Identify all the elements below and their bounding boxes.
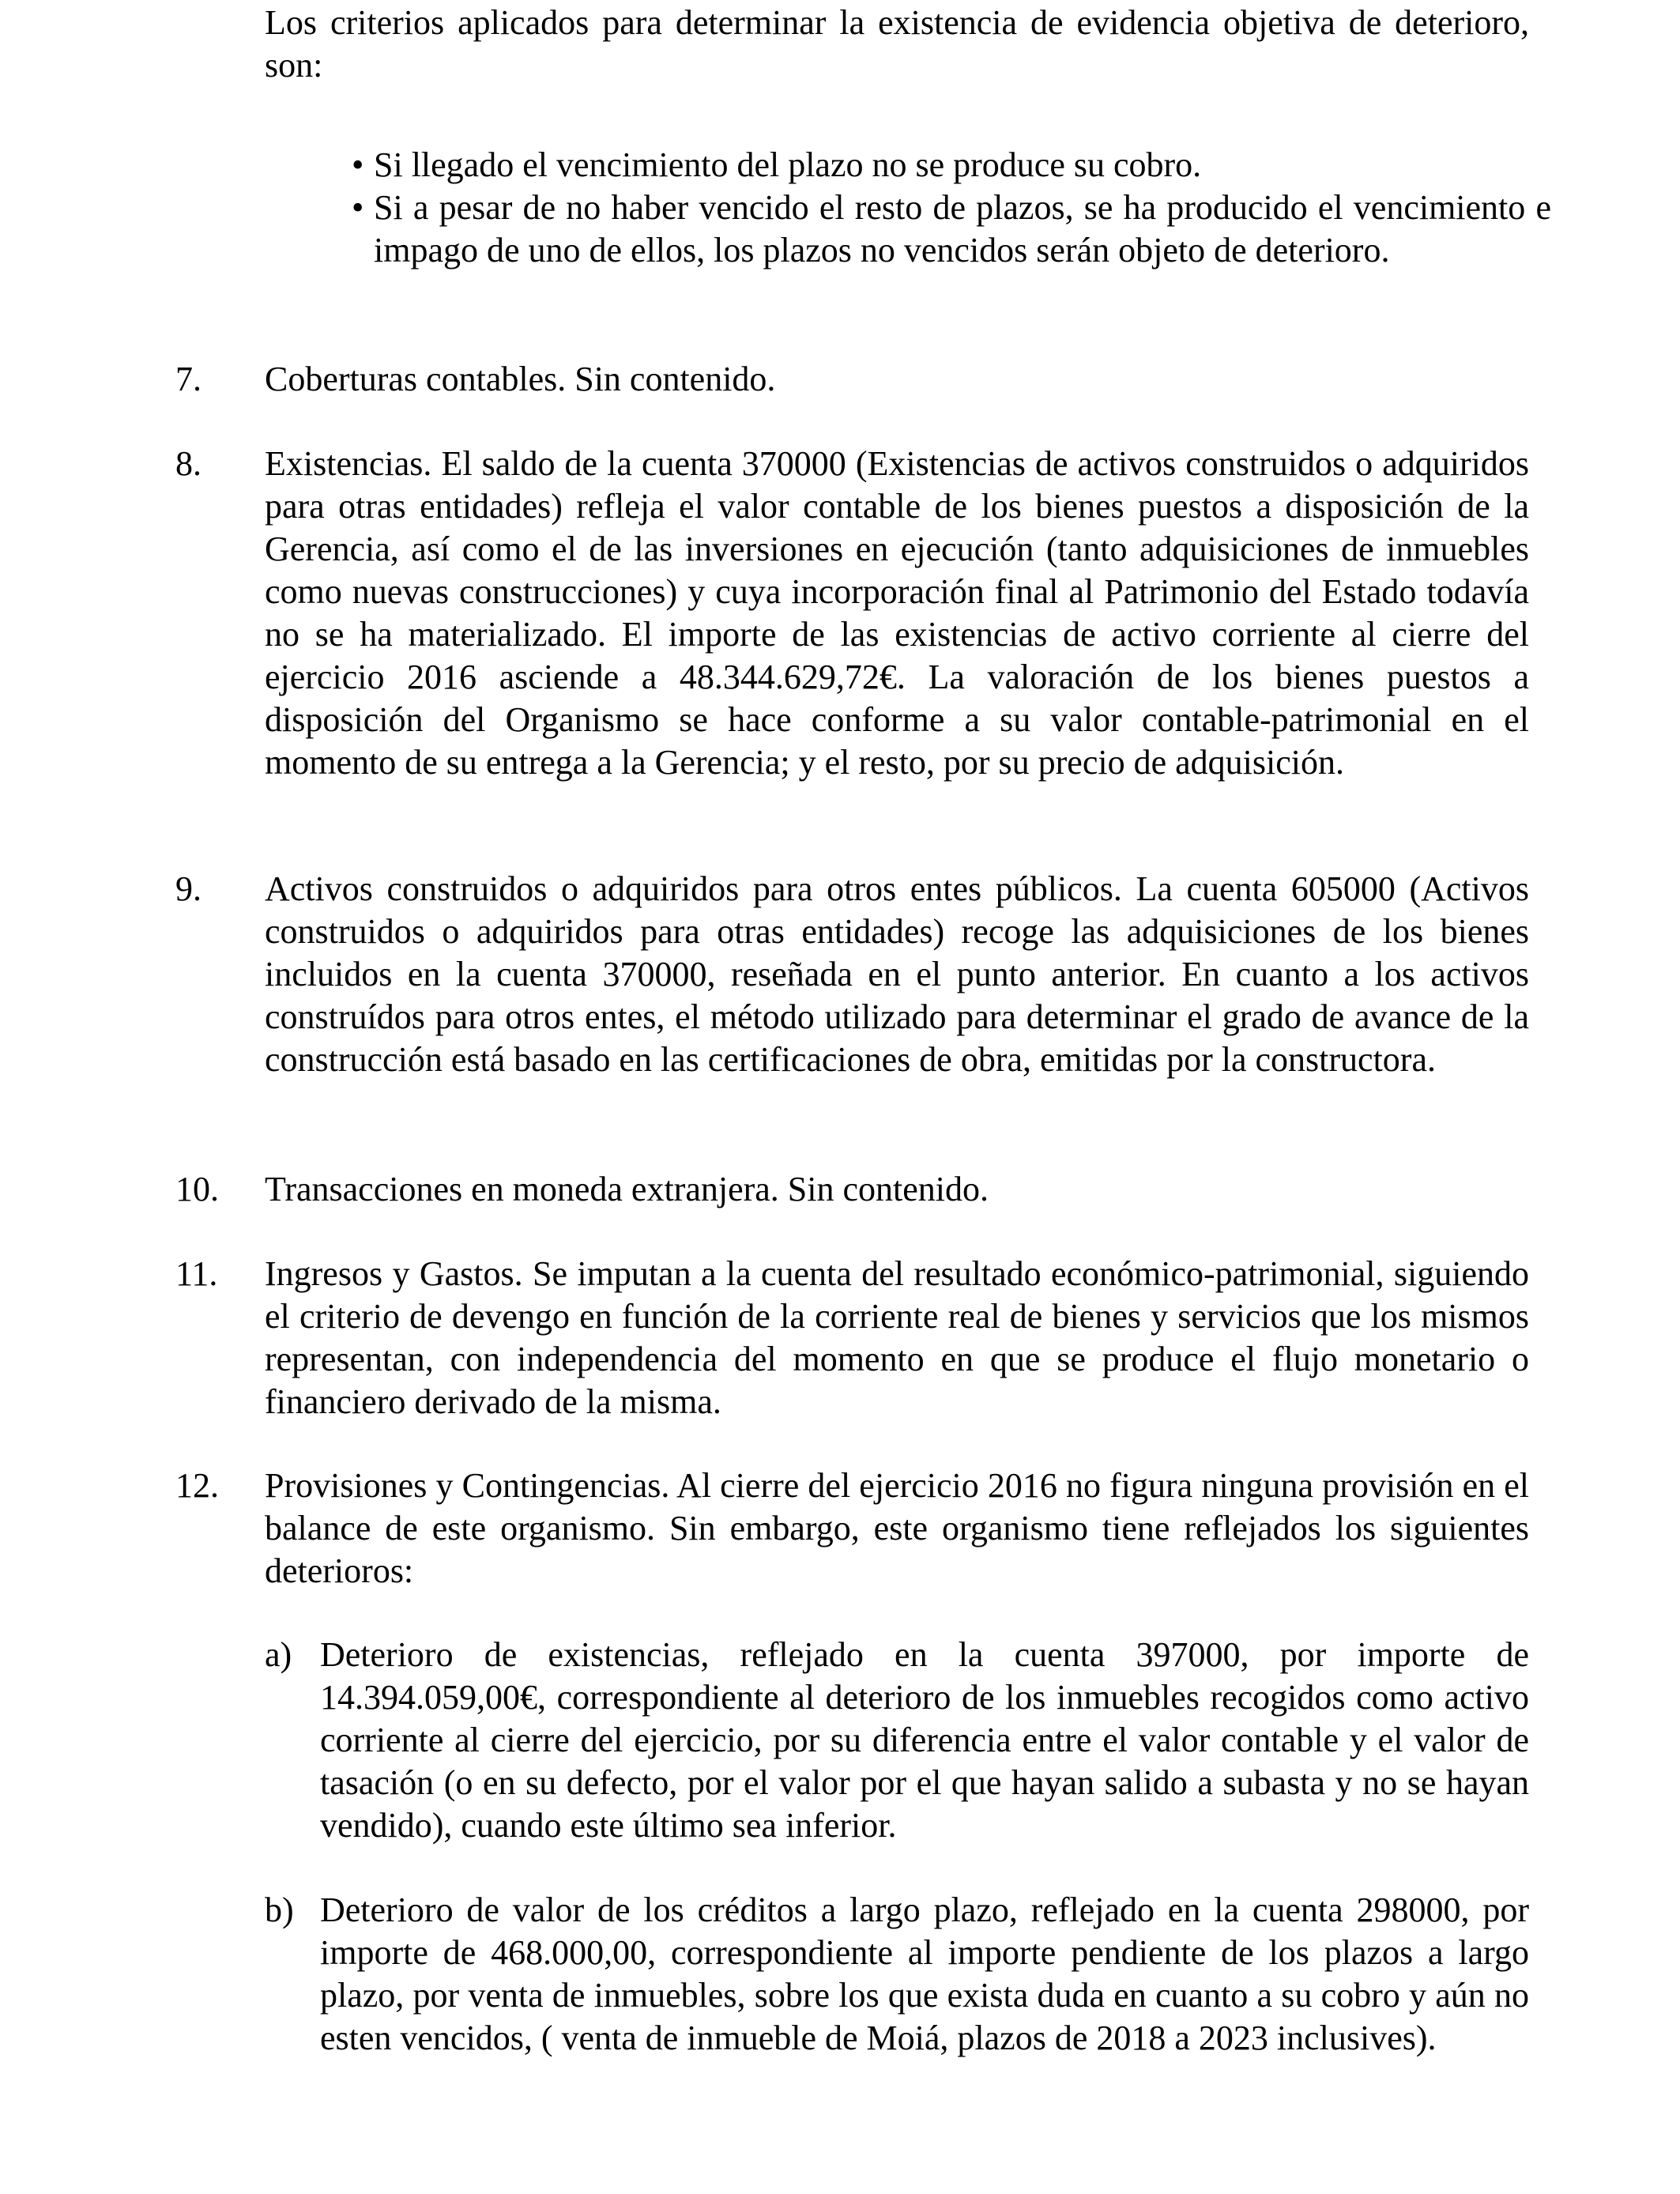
intro-paragraph: Los criterios aplicados para determinar la existencia de evidencia objetiva de deterioro, son: xyxy=(265,3,1529,85)
sub-item-text: Deterioro de valor de los créditos a largo plazo, reflejado en la cuenta 298000, por importe de 468.000,00, correspondiente al importe pendiente de los plazos a largo plazo, por venta de inmuebles, sobre los que exista duda en cuanto a su cobro y aún no esten vencidos, ( venta de inmueble de Moiá, plazos de 2018 a 2023 inclusives). xyxy=(320,1891,1529,2057)
item-number: 12. xyxy=(175,1466,219,1505)
item-text: Existencias. El saldo de la cuenta 370000 (Existencias de activos construidos o adquiridos para otras entidades) refleja el valor contable de los bienes puestos a disposición de la Gerencia, así como el de las inversiones en ejecución (tanto adquisiciones de inmuebles como nuevas construcciones) y cuya incorporación final al Patrimonio del Estado todavía no se ha materializado. El importe de las existencias de activo corriente al cierre del ejercicio 2016 asciende a 48.344.629,72€. La valoración de los bienes puestos a disposición del Organismo se hace conforme a su valor contable-patrimonial en el momento de su entrega a la Gerencia; y el resto, por su precio de adquisición. xyxy=(265,444,1529,782)
bullet-dot-icon: • xyxy=(352,145,364,184)
item-number: 9. xyxy=(175,869,202,908)
item-text: Transacciones en moneda extranjera. Sin contenido. xyxy=(265,1170,989,1208)
item-number: 7. xyxy=(175,360,202,398)
bullet-item: • Si llegado el vencimiento del plazo no se produce su cobro. xyxy=(352,144,1551,187)
item-text: Coberturas contables. Sin contenido. xyxy=(265,360,776,398)
sub-item-text: Deterioro de existencias, reflejado en la cuenta 397000, por importe de 14.394.059,00€, correspondiente al deterioro de los inmuebles recogidos como activo corriente al cierre del ejercicio, por su diferencia entre el valor contable y el valor de tasación (o en su defecto, por el valor por el que hayan salido a subasta y no se hayan vendido), cuando este último sea inferior. xyxy=(320,1635,1529,1845)
sub-item-label: a) xyxy=(265,1635,292,1674)
bullet-item: • Si a pesar de no haber vencido el resto de plazos, se ha producido el vencimiento e impago de uno de ellos, los plazos no vencidos serán objeto de deterioro. xyxy=(352,188,1551,270)
item-text: Activos construidos o adquiridos para otros entes públicos. La cuenta 605000 (Activos construidos o adquiridos para otras entidades) recoge las adquisiciones de los bienes incluidos en la cuenta 370000, reseñada en el punto anterior. En cuanto a los activos construídos para otros entes, el método utilizado para determinar el grado de avance de la construcción está basado en las certificaciones de obra, emitidas por la constructora. xyxy=(265,869,1529,1079)
sub-item-label: b) xyxy=(265,1891,294,1929)
item-number: 8. xyxy=(175,444,202,483)
item-number: 11. xyxy=(175,1254,218,1293)
item-text: Ingresos y Gastos. Se imputan a la cuenta del resultado económico-patrimonial, siguiendo el criterio de devengo en función de la corriente real de bienes y servicios que los mismos representan, con independencia del momento en que se produce el flujo monetario o financiero derivado de la misma. xyxy=(265,1254,1529,1421)
bullet-dot-icon: • xyxy=(352,188,364,227)
item-number: 10. xyxy=(175,1170,219,1208)
item-text: Provisiones y Contingencias. Al cierre del ejercicio 2016 no figura ninguna provisión en el balance de este organismo. Sin embargo, este organismo tiene reflejados los siguientes deterioros: xyxy=(265,1466,1529,1590)
